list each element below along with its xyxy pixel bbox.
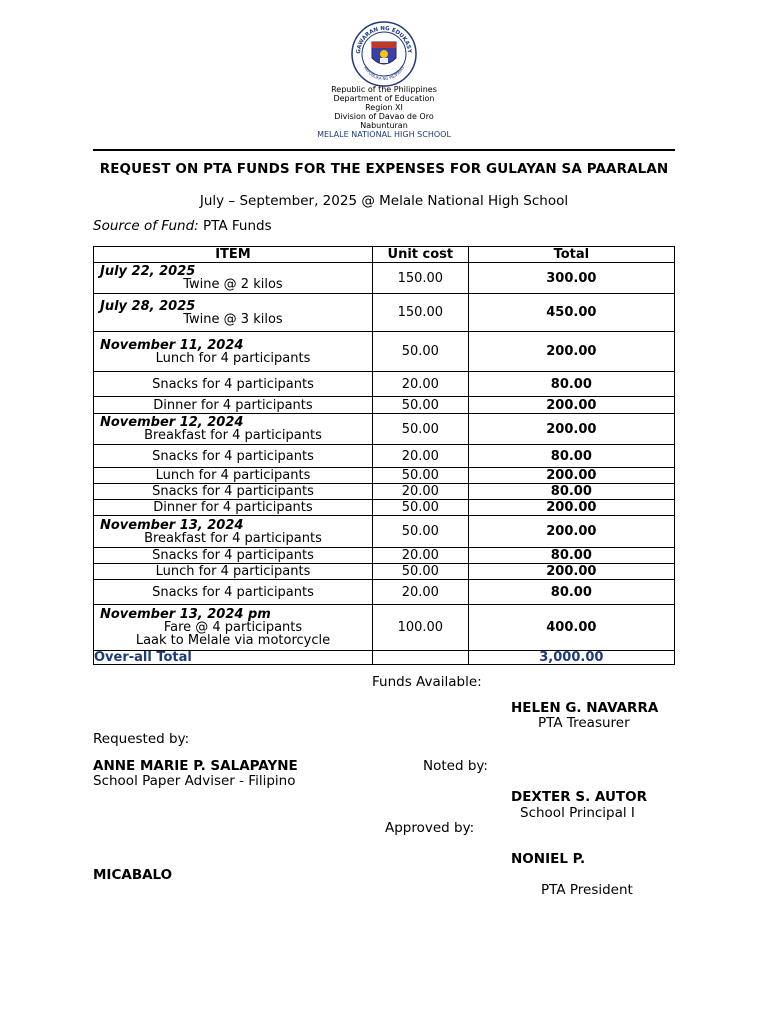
source-of-fund	[93, 218, 272, 234]
table-row	[94, 263, 675, 294]
total-cell: 200.00	[468, 468, 674, 484]
grand-total-spacer	[372, 651, 468, 665]
table-row	[94, 294, 675, 332]
total-cell: 450.00	[468, 294, 674, 332]
requested-by-label: Requested by:	[93, 731, 190, 747]
source-label: Source of Fund:	[93, 218, 199, 234]
header-line: Region XI	[365, 103, 403, 112]
table-row	[94, 500, 675, 516]
unit-cost-cell: 20.00	[372, 548, 468, 564]
header-divider	[93, 149, 675, 151]
item-cell	[94, 414, 373, 445]
item-cell	[94, 294, 373, 332]
total-cell: 200.00	[468, 500, 674, 516]
total-cell: 200.00	[468, 397, 674, 414]
total-cell: 400.00	[468, 605, 674, 651]
unit-cost-cell: 20.00	[372, 445, 468, 468]
item-cell	[94, 484, 373, 500]
header-line: Division of Davao de Oro	[334, 112, 434, 121]
unit-cost-cell: 50.00	[372, 500, 468, 516]
requester-name: ANNE MARIE P. SALAPAYNE	[93, 758, 298, 774]
item-cell	[94, 468, 373, 484]
table-row	[94, 332, 675, 372]
item-date: November 11, 2024	[100, 337, 244, 353]
treasurer-name: HELEN G. NAVARRA	[511, 700, 659, 716]
total-cell: 80.00	[468, 484, 674, 500]
grand-total-value: 3,000.00	[468, 651, 674, 665]
table-row	[94, 372, 675, 397]
total-cell: 80.00	[468, 372, 674, 397]
unit-cost-cell: 50.00	[372, 564, 468, 580]
table-row	[94, 414, 675, 445]
grand-total-label: Over-all Total	[94, 651, 373, 665]
total-cell: 80.00	[468, 580, 674, 605]
table-row	[94, 468, 675, 484]
item-description: Lunch for 4 participants	[155, 468, 311, 483]
grand-total-row	[94, 651, 675, 665]
total-cell: 200.00	[468, 332, 674, 372]
item-date: November 13, 2024 pm	[100, 607, 271, 622]
total-cell: 200.00	[468, 414, 674, 445]
item-description: Laak to Melale via motorcycle	[135, 633, 331, 648]
unit-cost-cell: 20.00	[372, 372, 468, 397]
item-cell	[94, 445, 373, 468]
item-description: Breakfast for 4 participants	[144, 530, 322, 546]
unit-cost-cell: 50.00	[372, 332, 468, 372]
item-cell	[94, 548, 373, 564]
item-cell	[94, 605, 373, 651]
seal-ring-bottom-text: REPUBLIKA NG PILIPINAS	[363, 65, 405, 82]
document-subtitle: July – September, 2025 @ Melale National High School	[199, 193, 569, 209]
total-cell: 300.00	[468, 263, 674, 294]
item-description: Fare @ 4 participants	[163, 620, 303, 635]
total-cell: 80.00	[468, 445, 674, 468]
item-cell	[94, 564, 373, 580]
column-header-total: Total	[468, 247, 674, 263]
seal-ring-top-text: GAWARAN NG EDUKASY	[355, 25, 413, 55]
column-header-item: ITEM	[94, 247, 373, 263]
noted-by-label: Noted by:	[423, 758, 488, 774]
item-description: Dinner for 4 participants	[153, 397, 313, 413]
funds-available-label: Funds Available:	[372, 674, 482, 690]
approved-by-label: Approved by:	[385, 820, 475, 836]
president-title: PTA President	[541, 882, 633, 898]
item-description: Twine @ 3 kilos	[183, 311, 283, 327]
table-row	[94, 580, 675, 605]
unit-cost-cell: 100.00	[372, 605, 468, 651]
item-description: Dinner for 4 participants	[153, 500, 313, 515]
deped-seal-icon	[350, 20, 418, 88]
unit-cost-cell: 150.00	[372, 294, 468, 332]
header-line: Republic of the Philippines	[331, 85, 437, 94]
table-row	[94, 516, 675, 548]
item-cell	[94, 516, 373, 548]
item-description: Snacks for 4 participants	[152, 376, 314, 392]
item-cell	[94, 580, 373, 605]
unit-cost-cell: 50.00	[372, 414, 468, 445]
item-description: Breakfast for 4 participants	[144, 428, 322, 443]
total-cell: 80.00	[468, 548, 674, 564]
table-header-row	[94, 247, 675, 263]
item-cell	[94, 397, 373, 414]
unit-cost-cell: 20.00	[372, 484, 468, 500]
principal-name: DEXTER S. AUTOR	[511, 789, 647, 805]
item-date: July 22, 2025	[100, 264, 196, 279]
requester-title: School Paper Adviser - Filipino	[93, 773, 296, 789]
item-cell	[94, 332, 373, 372]
item-description: Snacks for 4 participants	[152, 484, 314, 499]
item-description: Snacks for 4 participants	[152, 448, 314, 464]
item-description: Lunch for 4 participants	[155, 564, 311, 579]
item-cell	[94, 372, 373, 397]
table-row	[94, 564, 675, 580]
treasurer-title: PTA Treasurer	[538, 715, 630, 731]
header-line: Department of Education	[333, 94, 435, 103]
unit-cost-cell: 150.00	[372, 263, 468, 294]
table-row	[94, 397, 675, 414]
item-date: November 13, 2024	[100, 517, 244, 533]
table-row	[94, 445, 675, 468]
school-name: MELALE NATIONAL HIGH SCHOOL	[317, 130, 451, 139]
item-cell	[94, 500, 373, 516]
document-title: REQUEST ON PTA FUNDS FOR THE EXPENSES FOR GULAYAN SA PAARALAN	[99, 161, 669, 177]
president-name-last: MICABALO	[93, 867, 173, 883]
unit-cost-cell: 50.00	[372, 397, 468, 414]
president-name-first: NONIEL P.	[511, 851, 586, 867]
item-cell	[94, 263, 373, 294]
table-row	[94, 548, 675, 564]
item-date: July 28, 2025	[100, 298, 196, 314]
total-cell: 200.00	[468, 564, 674, 580]
header-line: Nabunturan	[360, 121, 408, 130]
item-description: Twine @ 2 kilos	[183, 277, 283, 292]
expense-table	[93, 246, 675, 665]
column-header-unit-cost: Unit cost	[372, 247, 468, 263]
unit-cost-cell: 50.00	[372, 468, 468, 484]
principal-title: School Principal I	[520, 805, 635, 821]
table-row	[94, 605, 675, 651]
item-date: November 12, 2024	[100, 415, 244, 430]
unit-cost-cell: 20.00	[372, 580, 468, 605]
item-description: Snacks for 4 participants	[152, 548, 314, 563]
total-cell: 200.00	[468, 516, 674, 548]
table-row	[94, 484, 675, 500]
agency-header	[0, 85, 768, 139]
source-value: PTA Funds	[203, 218, 272, 234]
item-description: Lunch for 4 participants	[155, 350, 311, 366]
item-description: Snacks for 4 participants	[152, 584, 314, 600]
unit-cost-cell: 50.00	[372, 516, 468, 548]
